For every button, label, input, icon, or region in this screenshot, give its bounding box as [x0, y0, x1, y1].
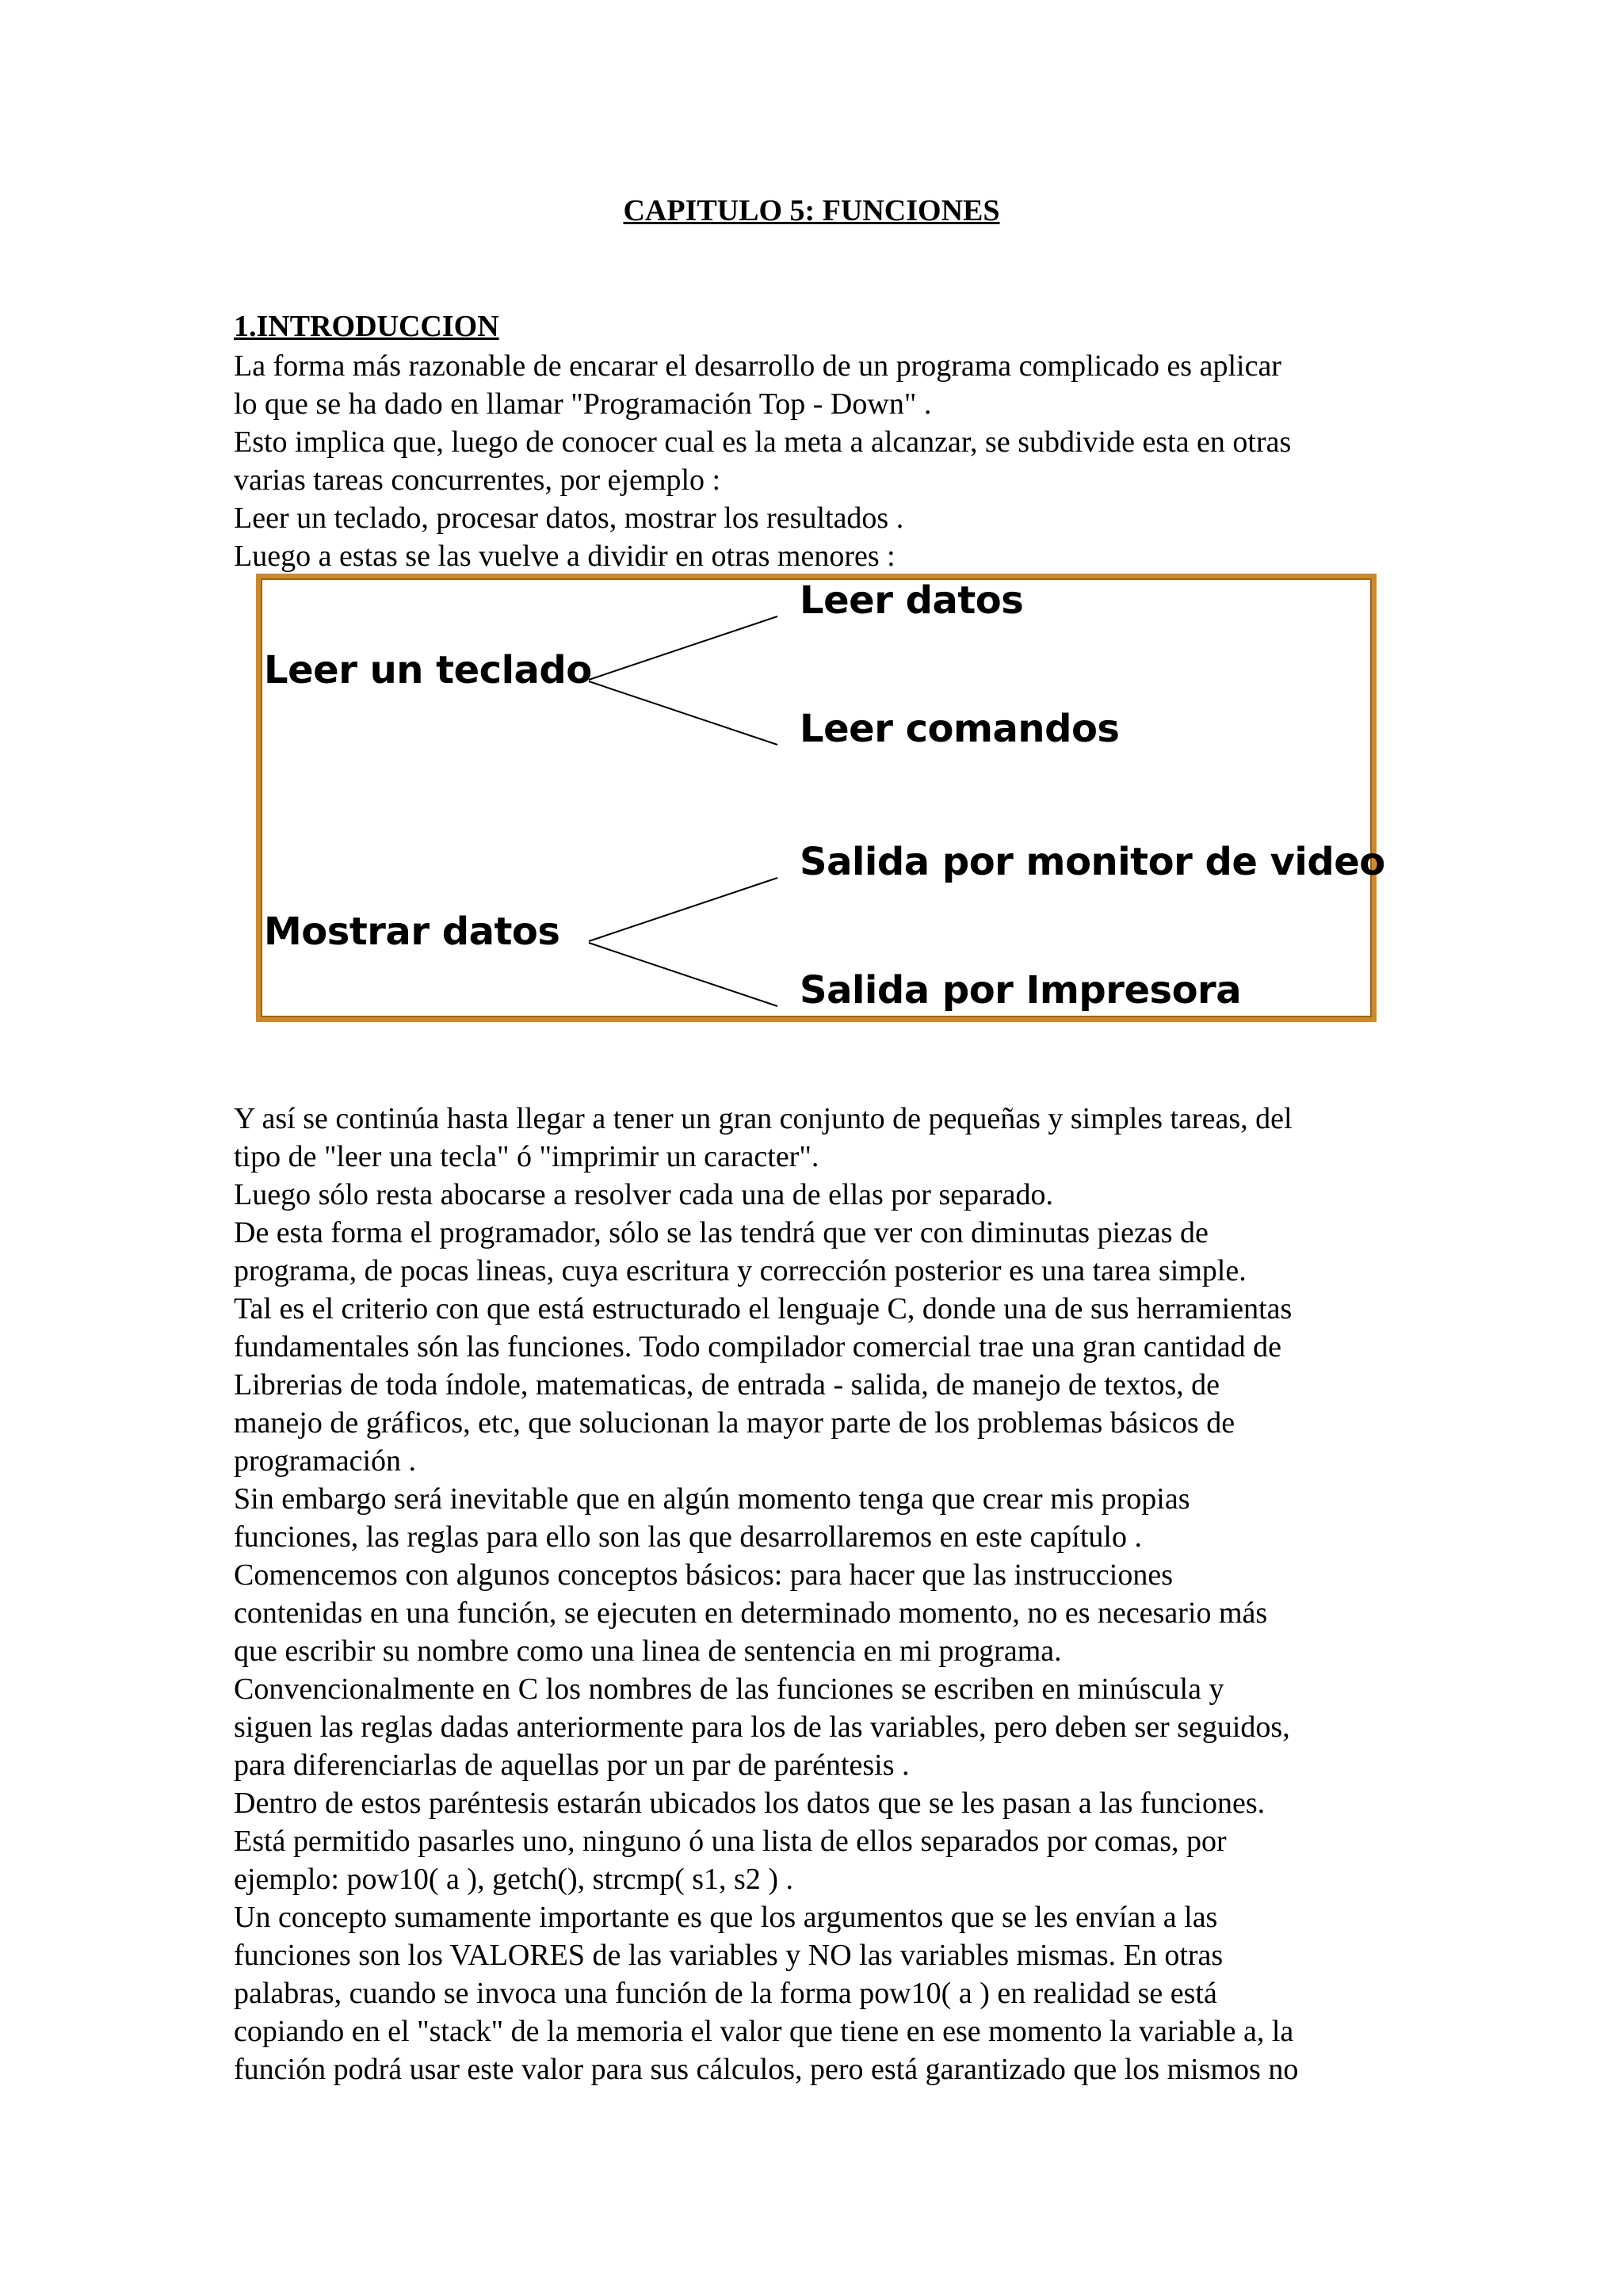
- branch-line: [589, 943, 777, 1006]
- text-line: Y así se continúa hasta llegar a tener un gran conjunto de pequeñas y simples tareas, del: [234, 1102, 1293, 1135]
- diagram-child-salida-monitor: Salida por monitor de video: [800, 840, 1385, 884]
- text-line: programación .: [234, 1444, 417, 1478]
- text-line: Esto implica que, luego de conocer cual es la meta a alcanzar, se subdivide esta en otras: [234, 425, 1292, 459]
- text-line: De esta forma el programador, sólo se las tendrá que ver con diminutas piezas de: [234, 1216, 1209, 1249]
- text-line: Dentro de estos paréntesis estarán ubicados los datos que se les pasan a las funciones.: [234, 1787, 1266, 1820]
- branch-line: [589, 878, 777, 941]
- chapter-title: [0, 193, 1623, 228]
- text-line: funciones son los VALORES de las variables y NO las variables mismas. En otras: [234, 1939, 1224, 1972]
- chapter-title-text: CAPITULO 5: FUNCIONES: [623, 194, 1000, 227]
- text-line: Librerias de toda índole, matematicas, de entrada - salida, de manejo de textos, de: [234, 1368, 1220, 1402]
- text-line: Convencionalmente en C los nombres de las funciones se escriben en minúscula y: [234, 1672, 1224, 1706]
- text-line: ejemplo: pow10( a ), getch(), strcmp( s1, s2 ) .: [234, 1863, 793, 1896]
- text-line: fundamentales són las funciones. Todo compilador comercial trae una gran cantidad de: [234, 1330, 1281, 1363]
- branch-line: [589, 681, 777, 745]
- text-line: tipo de "leer una tecla" ó "imprimir un caracter".: [234, 1140, 819, 1173]
- text-line: lo que se ha dado en llamar "Programación Top - Down" .: [234, 387, 932, 421]
- text-line: Un concepto sumamente importante es que los argumentos que se les envían a las: [234, 1901, 1218, 1934]
- text-line: funciones, las reglas para ello son las que desarrollaremos en este capítulo .: [234, 1520, 1142, 1554]
- text-line: programa, de pocas lineas, cuya escritura y corrección posterior es una tarea simple.: [234, 1254, 1247, 1287]
- diagram-child-leer-comandos: Leer comandos: [800, 707, 1120, 751]
- text-line: contenidas en una función, se ejecuten en determinado momento, no es necesario más: [234, 1596, 1268, 1630]
- diagram-root-leer-teclado: Leer un teclado: [264, 648, 592, 692]
- text-line: La forma más razonable de encarar el desarrollo de un programa complicado es aplicar: [234, 349, 1281, 383]
- text-line: siguen las reglas dadas anteriormente para los de las variables, pero deben ser seguidos,: [234, 1711, 1290, 1744]
- diagram-child-leer-datos: Leer datos: [800, 578, 1024, 623]
- top-down-diagram: [256, 574, 1385, 1022]
- text-line: Sin embargo será inevitable que en algún momento tenga que crear mis propias: [234, 1482, 1190, 1516]
- text-line: copiando en el "stack" de la memoria el valor que tiene en ese momento la variable a, la: [234, 2015, 1294, 2048]
- text-line: para diferenciarlas de aquellas por un par de paréntesis .: [234, 1749, 910, 1782]
- text-line: manejo de gráficos, etc, que solucionan la mayor parte de los problemas básicos de: [234, 1406, 1235, 1440]
- text-line: varias tareas concurrentes, por ejemplo :: [234, 463, 721, 497]
- text-line: palabras, cuando se invoca una función de la forma pow10( a ) en realidad se está: [234, 1977, 1217, 2010]
- text-line: que escribir su nombre como una linea de sentencia en mi programa.: [234, 1634, 1062, 1668]
- text-line: Luego a estas se las vuelve a dividir en otras menores :: [234, 540, 896, 573]
- text-line: función podrá usar este valor para sus cálculos, pero está garantizado que los mismos no: [234, 2053, 1299, 2086]
- section-heading: 1.INTRODUCCION: [234, 310, 499, 343]
- text-line: Está permitido pasarles uno, ninguno ó una lista de ellos separados por comas, por: [234, 1825, 1227, 1858]
- intro-paragraph: [234, 347, 1291, 575]
- diagram-root-mostrar-datos: Mostrar datos: [264, 910, 560, 954]
- text-line: Leer un teclado, procesar datos, mostrar los resultados .: [234, 502, 904, 535]
- text-line: Luego sólo resta abocarse a resolver cada una de ellas por separado.: [234, 1178, 1053, 1211]
- text-line: Comencemos con algunos conceptos básicos: para hacer que las instrucciones: [234, 1558, 1174, 1592]
- branch-line: [589, 616, 777, 680]
- diagram-child-salida-impresora: Salida por Impresora: [800, 968, 1242, 1013]
- body-paragraph: [234, 1100, 1298, 2088]
- text-line: Tal es el criterio con que está estructurado el lenguaje C, donde una de sus herramientas: [234, 1292, 1293, 1325]
